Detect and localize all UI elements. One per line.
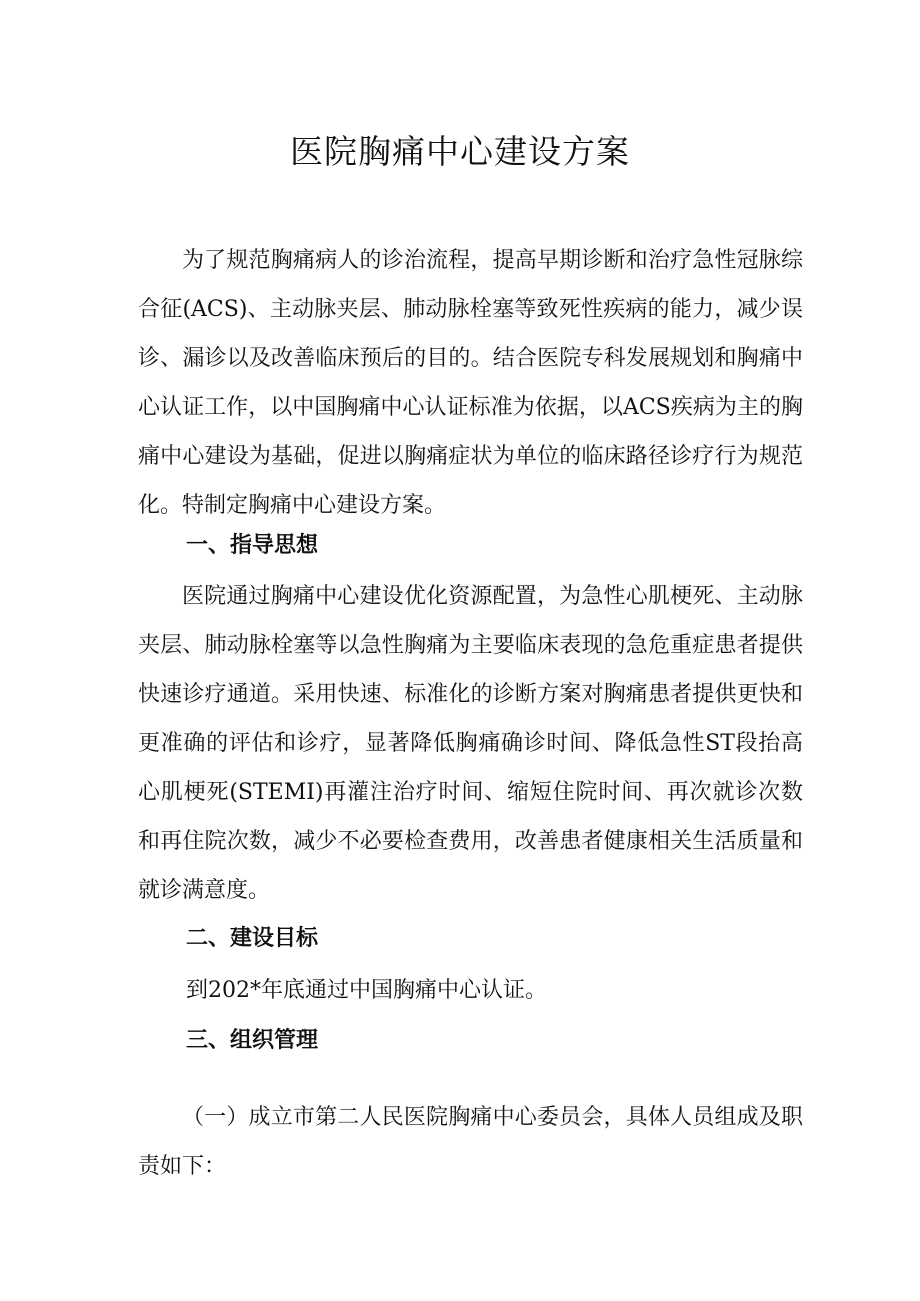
intro-paragraph: 为了规范胸痛病人的诊治流程，提高早期诊断和治疗急性冠脉综合征(ACS)、主动脉夹层、肺动脉栓塞等致死性疾病的能力，减少误诊、漏诊以及改善临床预后的目的。结合医院专科发展规划和胸痛中心认证工作，以中国胸痛中心认证标准为依据，以ACS疾病为主的胸痛中心建设为基础，促进以胸痛症状为单位的临床路径诊疗行为规范化。特制定胸痛中心建设方案。 <box>138 248 803 518</box>
section-heading-organization: 三、组织管理 <box>186 1028 319 1053</box>
section-heading-construction-goal: 二、建设目标 <box>186 926 319 951</box>
guiding-ideology-paragraph: 医院通过胸痛中心建设优化资源配置，为急性心肌梗死、主动脉夹层、肺动脉栓塞等以急性胸痛为主要临床表现的急危重症患者提供快速诊疗通道。采用快速、标准化的诊断方案对胸痛患者提供更快和更准确的评估和诊疗，显著降低胸痛确诊时间、降低急性ST段抬高心肌梗死(STEMI)再灌注治疗时间、缩短住院时间、再次就诊次数和再住院次数，减少不必要检查费用，改善患者健康相关生活质量和就诊满意度。 <box>138 584 803 903</box>
organization-paragraph: （一）成立市第二人民医院胸痛中心委员会，具体人员组成及职责如下： <box>138 1105 803 1179</box>
document-title: 医院胸痛中心建设方案 <box>290 132 630 171</box>
section-heading-guiding-ideology: 一、指导思想 <box>186 533 319 558</box>
construction-goal-paragraph: 到202*年底通过中国胸痛中心认证。 <box>186 978 547 1003</box>
